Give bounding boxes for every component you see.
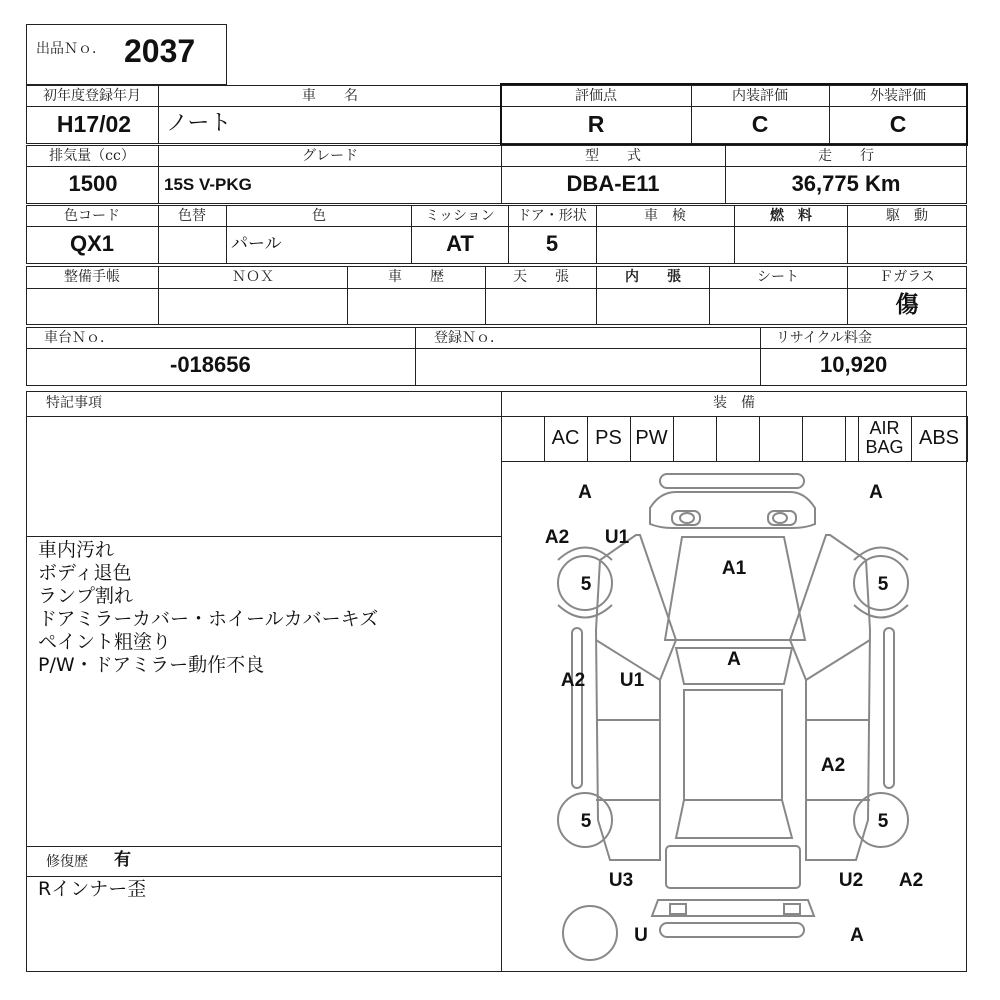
damage-mark: 5 (580, 574, 592, 595)
rear-bumper (660, 923, 804, 937)
lot-number: 2037 (124, 33, 196, 69)
equipment-item: AIR BAG (865, 418, 904, 457)
exterior-value: C (889, 111, 907, 137)
score-value: R (587, 111, 605, 137)
equipment-item: PW (635, 427, 668, 449)
mileage-value: 36,775 Km (791, 171, 901, 196)
damage-mark: A2 (820, 755, 846, 776)
front-lamp-detail (680, 513, 694, 523)
damage-mark: U1 (619, 670, 645, 691)
color-label: 色 (312, 208, 326, 224)
rear-right-lamp (784, 904, 800, 914)
rear-window (676, 800, 792, 838)
nox-label: ＮＯＸ (232, 269, 274, 285)
note-line: ドアミラーカバー・ホイールカバーキズ (38, 608, 379, 630)
chassis-value: -018656 (170, 352, 251, 377)
grade-value: 15S V-PKG (164, 175, 252, 194)
first-reg-value: H17/02 (56, 111, 132, 137)
damage-mark: U (634, 925, 648, 946)
roof-label: 天 張 (513, 269, 569, 285)
rear-left-lamp (670, 904, 686, 914)
drive-label: 駆 動 (886, 208, 928, 224)
front-bumper (660, 474, 804, 488)
recycle-value: 10,920 (820, 352, 888, 377)
repaint-label: 色替 (178, 208, 206, 224)
car-name-value: ノート (166, 111, 232, 136)
spare-wheel (563, 906, 617, 960)
damage-mark: A2 (560, 670, 586, 691)
damage-mark: 5 (877, 574, 889, 595)
car-name-label: 車 名 (302, 88, 358, 104)
equipment-label: 装 備 (713, 395, 755, 411)
equipment-item: PS (595, 427, 622, 449)
damage-mark: U2 (838, 870, 864, 891)
first-reg-label: 初年度登録年月 (43, 88, 141, 104)
damage-mark: 5 (580, 811, 592, 832)
damage-mark: A (727, 649, 741, 670)
damage-mark: U3 (608, 870, 634, 891)
maintenance-label: 整備手帳 (64, 269, 120, 285)
front-lamp-detail (773, 513, 787, 523)
front-grille (650, 492, 815, 528)
mileage-label: 走 行 (818, 148, 874, 164)
note-line: ランプ割れ (38, 585, 134, 607)
equipment-item: ABS (918, 427, 960, 449)
color-value: パール (231, 234, 282, 254)
note-line: ペイント粗塗り (38, 631, 172, 653)
registration-label: 登録Ｎｏ． (434, 330, 504, 346)
right-side-sill (884, 628, 894, 788)
trunk (666, 846, 800, 888)
color-code-value: QX1 (69, 231, 115, 256)
damage-mark: A2 (898, 870, 924, 891)
doors-value: 5 (545, 231, 559, 256)
roof (684, 690, 782, 800)
notes-label: 特記事項 (46, 395, 102, 411)
transmission-value: AT (446, 231, 474, 256)
repair-note: Rインナー歪 (38, 878, 147, 900)
inspection-label: 車 検 (644, 208, 686, 224)
left-side-sill (572, 628, 582, 788)
grade-label: グレード (302, 148, 358, 164)
exterior-label: 外装評価 (870, 88, 926, 104)
damage-mark: A (850, 925, 864, 946)
displacement-label: 排気量（cc） (49, 148, 135, 164)
left-door-lines (596, 640, 660, 800)
glass-value: 傷 (895, 292, 919, 318)
damage-mark: A (578, 482, 592, 503)
equipment-item: AC (551, 427, 580, 449)
repair-value: 有 (114, 850, 131, 870)
seat-label: シート (757, 269, 799, 285)
glass-label: Ｆガラス (879, 269, 935, 285)
recycle-label: リサイクル料金 (776, 330, 873, 346)
interior-label: 内装評価 (732, 88, 788, 104)
damage-mark: A2 (544, 527, 570, 548)
note-line: 車内汚れ (38, 539, 115, 561)
lot-label: 出品Ｎｏ． (36, 41, 106, 57)
left-body-side (596, 535, 676, 860)
hood (665, 537, 805, 640)
color-code-label: 色コード (64, 208, 120, 224)
damage-mark: 5 (877, 811, 889, 832)
doors-label: ドア・形状 (517, 208, 587, 224)
note-line: ボディ退色 (38, 562, 132, 584)
damage-mark: A1 (721, 558, 747, 579)
transmission-label: ミッション (425, 208, 495, 224)
right-body-side (790, 535, 870, 860)
interior-value: C (751, 111, 769, 137)
right-door-lines (806, 640, 870, 800)
model-label: 型 式 (585, 148, 641, 164)
interior-trim-label: 内 張 (625, 269, 681, 285)
chassis-label: 車台Ｎｏ． (44, 330, 114, 346)
history-label: 車 歴 (388, 269, 444, 285)
note-line: P/W・ドアミラー動作不良 (38, 654, 265, 676)
repair-label: 修復歴 (46, 854, 88, 870)
score-label: 評価点 (575, 88, 617, 104)
displacement-value: 1500 (68, 171, 118, 196)
fuel-label: 燃 料 (770, 208, 812, 224)
damage-mark: U1 (604, 527, 630, 548)
model-value: DBA-E11 (566, 171, 660, 196)
damage-mark: A (869, 482, 883, 503)
